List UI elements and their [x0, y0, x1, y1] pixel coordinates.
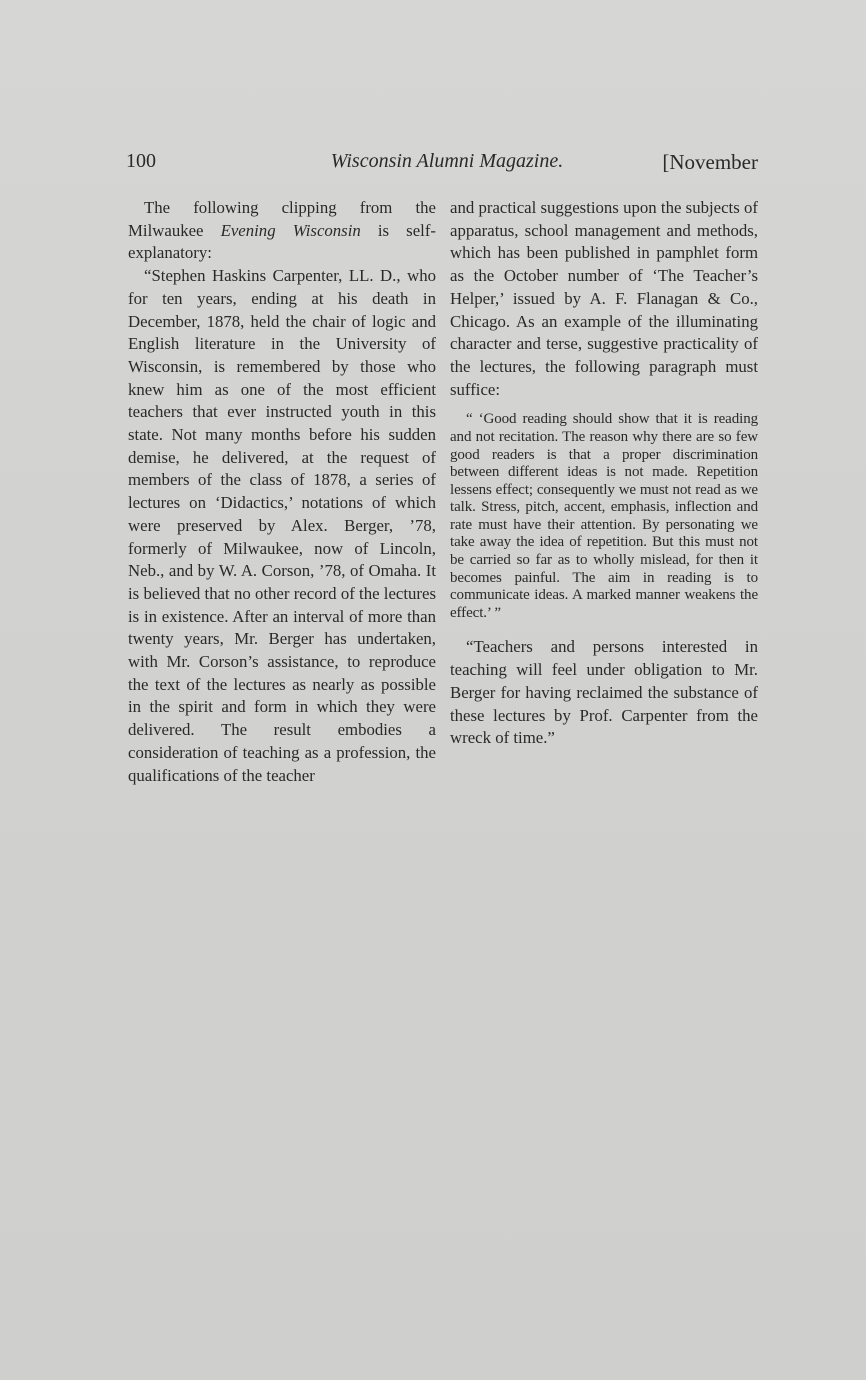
clipping-paragraph: “Stephen Haskins Carpenter, LL. D., who for ten years, ending at his death in December, 1878, held the chair of logic and English literature in the University of Wisconsin, is remembered by those who knew him as one of the most efficient teachers that ever instructed youth in this state. Not many months before his sudden demise, he delivered, at the request of members of the class of 1878, a series of lectures on ‘Didactics,’ notations of which were preserved by Alex. Berger, ’78, formerly of Milwaukee, now of Lincoln, Neb., and by W. A. Corson, ’78, of Omaha. It is believed that no other record of the lectures is in existence. After an interval of more than twenty years, Mr. Berger has undertaken, with Mr. Corson’s assistance, to reproduce the text of the lectures as nearly as possible in the spirit and form in which they were delivered. The result embodies a consideration of teaching as a profession, the qualifications of the teacher: [128, 266, 436, 785]
right-column: [450, 197, 758, 750]
page-header: [126, 150, 758, 180]
newspaper-title: Evening Wisconsin: [220, 220, 361, 240]
clipping-continued-paragraph: and practical suggestions upon the subjects of apparatus, school management and methods, which has been published in pamphlet form as the October number of ‘The Teacher’s Helper,’ issued by A. F. Flanagan & Co., Chicago. As an example of the illuminating character and terse, suggestive practicality of the lectures, the following paragraph must suffice:: [450, 198, 758, 399]
issue-month: [November: [662, 150, 758, 174]
quoted-paragraph: “ ‘Good reading should show that it is reading and not recitation. The reason why there are so few good readers is that a proper discrimination between different ideas is not made. Repetition lessens effect; consequently we must not read as we talk. Stress, pitch, accent, emphasis, inflection and rate must have their attention. By personating we take away the idea of repetition. But this must not be carried so far as to wholly mislead, for then it becomes painful. The aim in reading is to communicate ideas. A marked manner weakens the effect.’ ”: [450, 411, 758, 621]
intro-text-a: The following clipping from the Milwaukee: [128, 198, 436, 240]
intro-paragraph: [128, 197, 436, 265]
closing-paragraph: “Teachers and persons interested in teaching will feel under obligation to Mr. Berger for having reclaimed the substance of these lectures by Prof. Carpenter from the wreck of time.”: [450, 637, 758, 748]
left-column: [128, 197, 436, 787]
page-number: 100: [126, 150, 156, 172]
intro-text-b: is self-explanatory:: [128, 220, 436, 263]
running-title: Wisconsin Alumni Magazine.: [330, 150, 564, 172]
